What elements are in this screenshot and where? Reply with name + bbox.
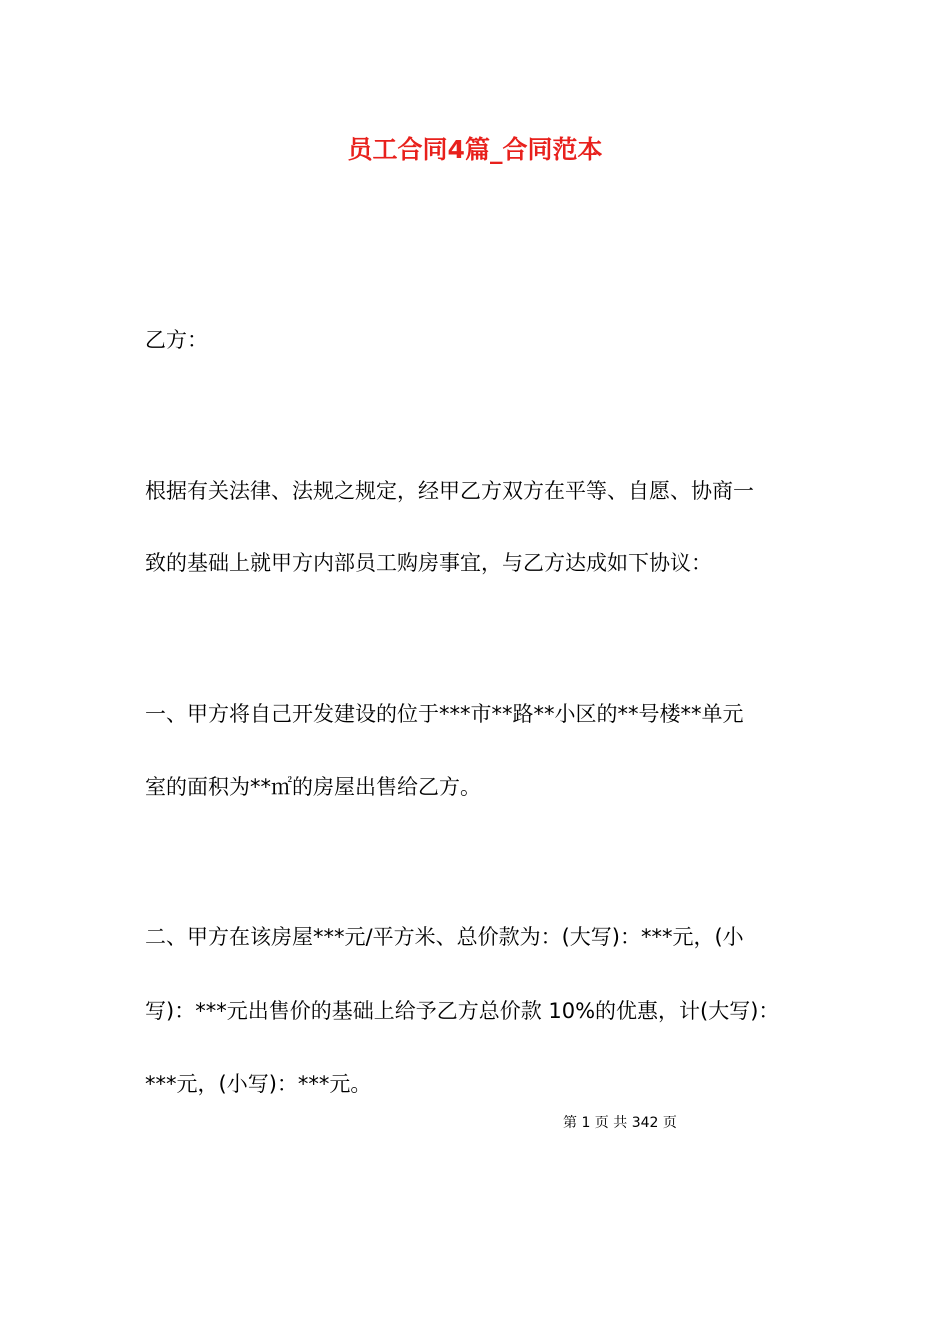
clause-2-line-2: 写)：***元出售价的基础上给予乙方总价款 10%的优惠，计(大写)： xyxy=(145,999,780,1023)
clause-2-line-3: ***元，(小写)：***元。 xyxy=(145,1072,372,1096)
clause-1-line-1: 一、甲方将自己开发建设的位于***市**路**小区的**号楼**单元 xyxy=(145,702,744,726)
intro-line-2: 致的基础上就甲方内部员工购房事宜，与乙方达成如下协议： xyxy=(145,551,712,575)
clause-1-line-2: 室的面积为**㎡的房屋出售给乙方。 xyxy=(145,775,481,799)
intro-line-1: 根据有关法律、法规之规定，经甲乙方双方在平等、自愿、协商一 xyxy=(145,479,754,503)
document-title: 员工合同4篇_合同范本 xyxy=(347,135,603,164)
party-b-label: 乙方： xyxy=(145,328,208,352)
page-number-footer: 第 1 页 共 342 页 xyxy=(563,1115,677,1131)
clause-2-line-1: 二、甲方在该房屋***元/平方米、总价款为：(大写)：***元，(小 xyxy=(145,925,744,949)
